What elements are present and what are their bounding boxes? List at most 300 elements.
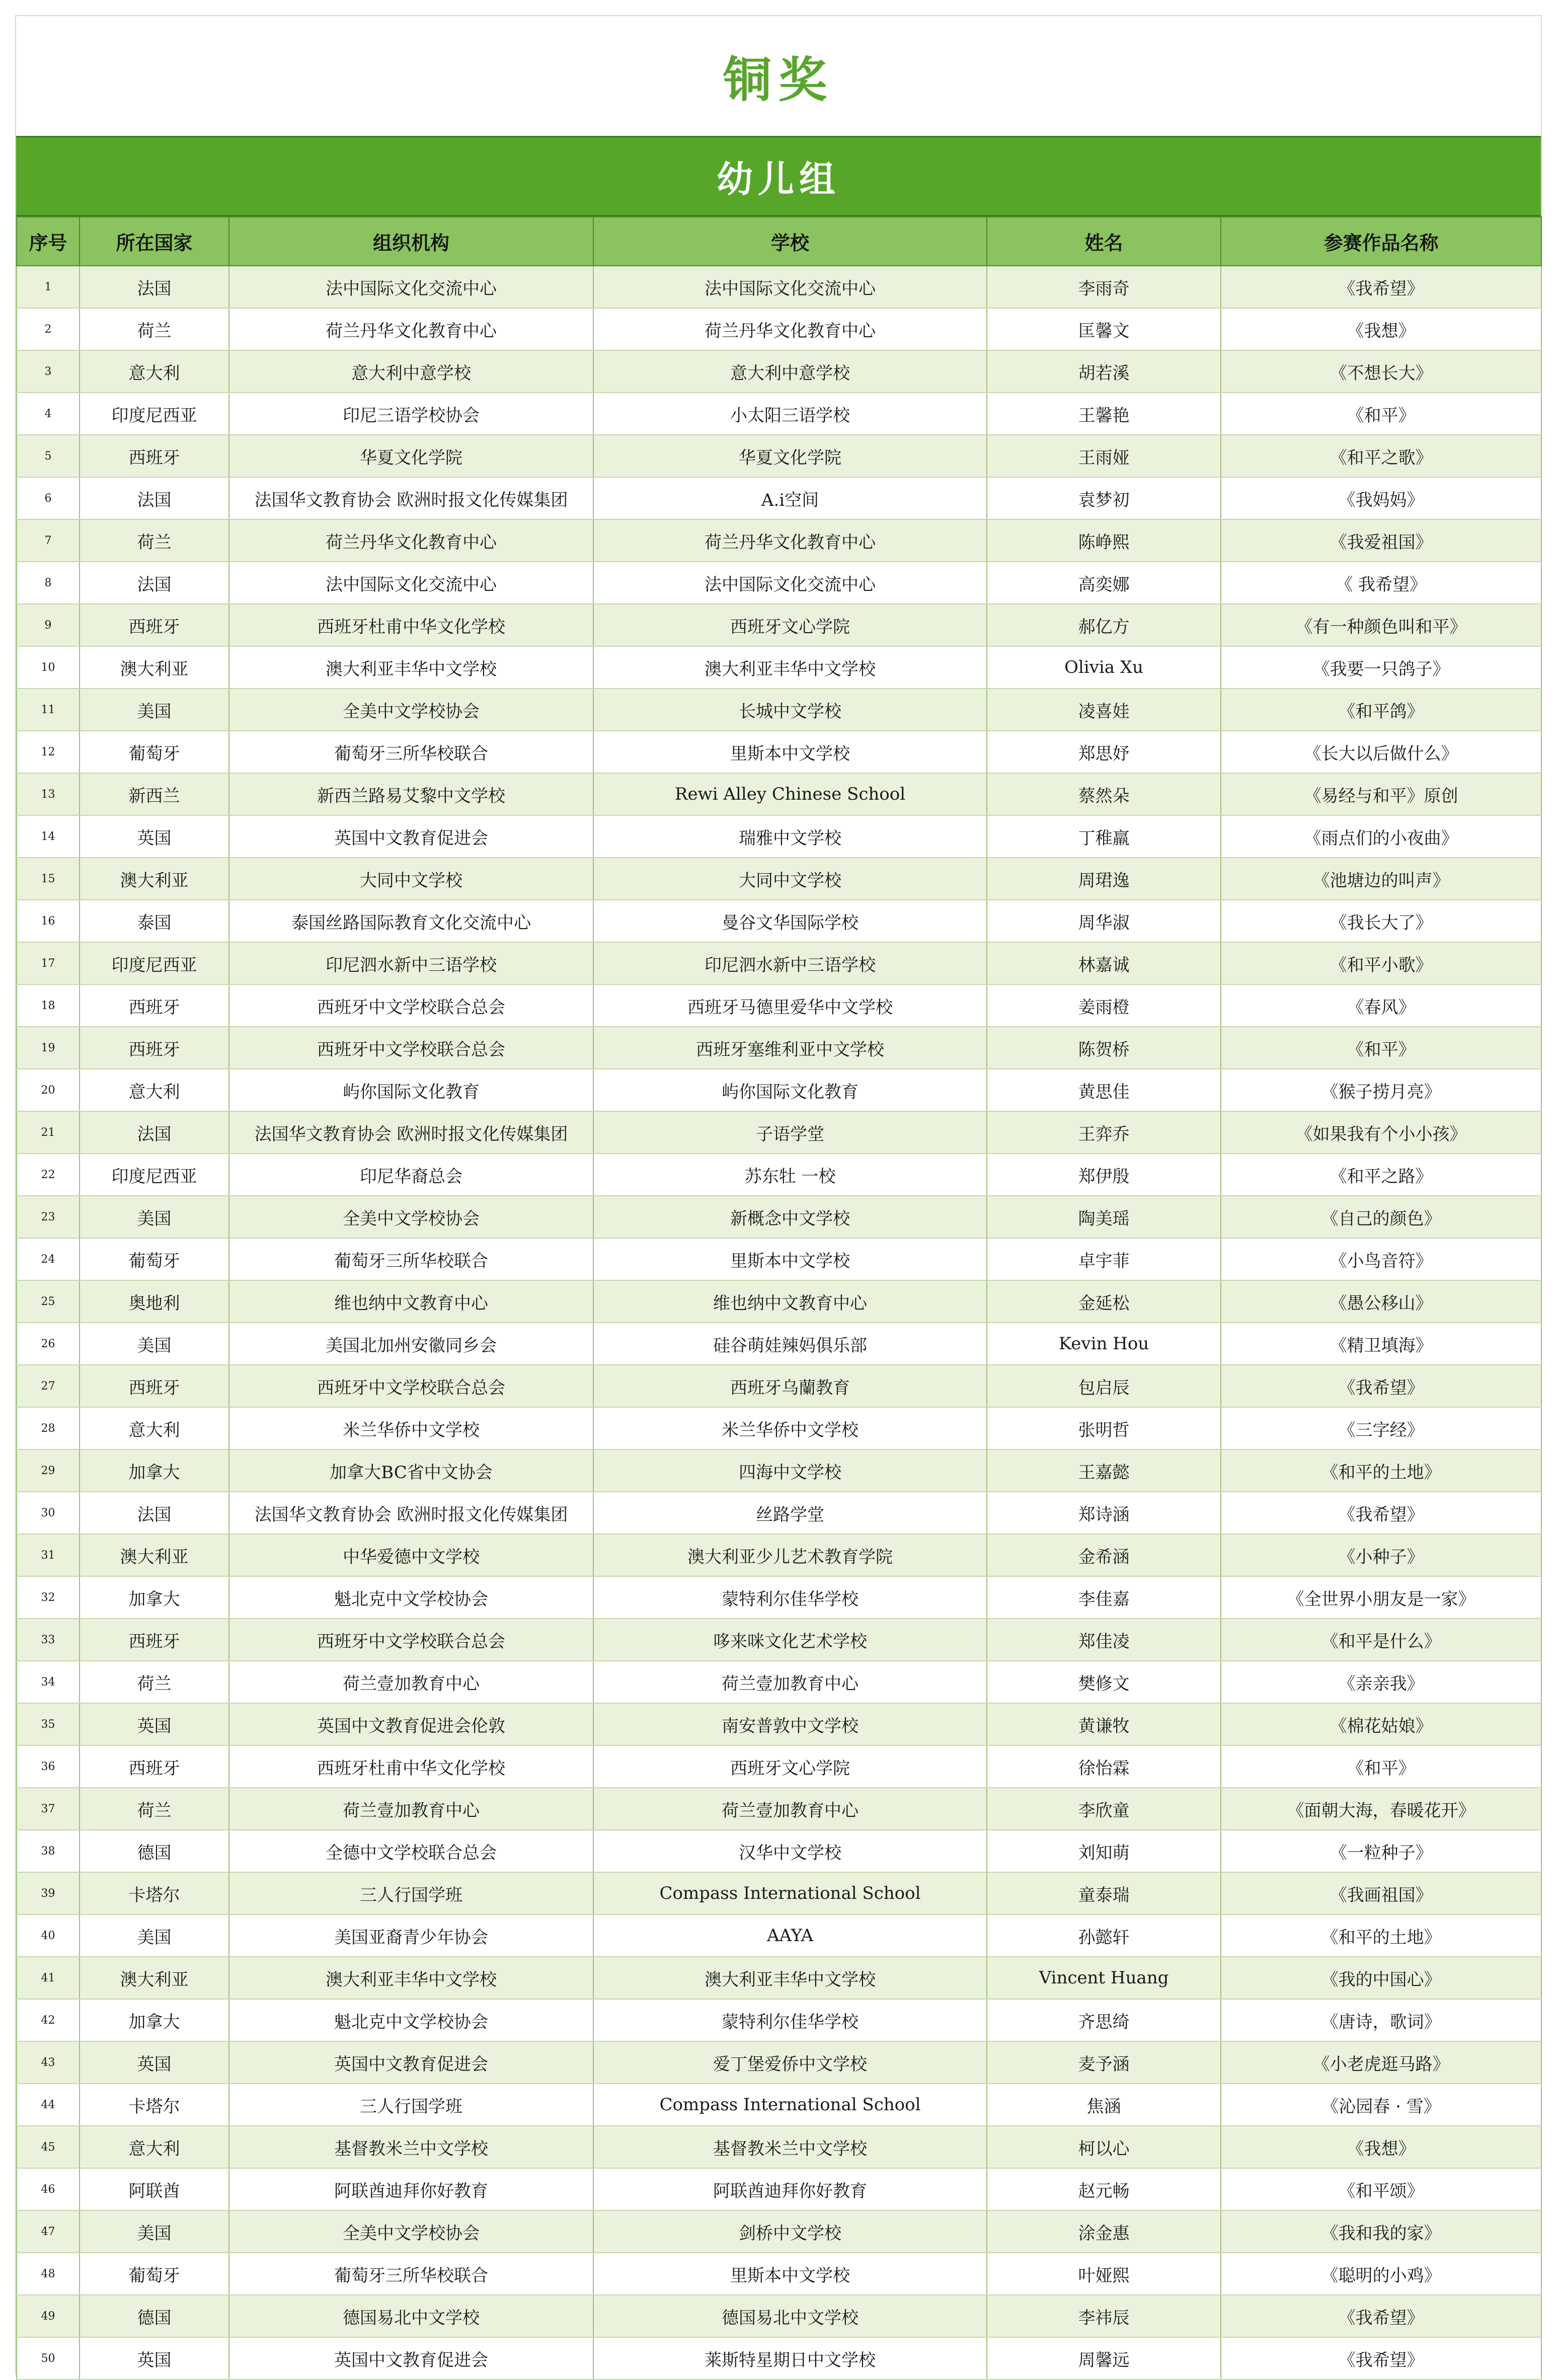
cell-country: 葡萄牙 (80, 1238, 229, 1280)
table-row (17, 773, 1541, 815)
cell-name: Kevin Hou (987, 1323, 1221, 1365)
cell-index: 21 (17, 1111, 80, 1154)
cell-work-title: 《长大以后做什么》 (1221, 731, 1541, 773)
cell-country: 意大利 (80, 2126, 229, 2168)
cell-organization: 葡萄牙三所华校联合 (229, 1238, 593, 1280)
table-row (17, 2168, 1541, 2210)
cell-index: 27 (17, 1365, 80, 1407)
table-row (17, 519, 1541, 562)
cell-name: 涂金惠 (987, 2210, 1221, 2253)
cell-organization: 印尼三语学校协会 (229, 393, 593, 435)
cell-name: 李欣童 (987, 1788, 1221, 1830)
cell-name: 王弈乔 (987, 1111, 1221, 1154)
cell-index: 13 (17, 773, 80, 815)
cell-index: 25 (17, 1280, 80, 1323)
cell-index: 49 (17, 2295, 80, 2337)
cell-organization: 美国北加州安徽同乡会 (229, 1323, 593, 1365)
cell-work-title: 《小种子》 (1221, 1534, 1541, 1576)
table-row (17, 731, 1541, 773)
cell-name: 郑诗涵 (987, 1492, 1221, 1534)
award-sheet (15, 15, 1542, 2375)
cell-school: 南安普敦中文学校 (593, 1703, 987, 1745)
page-title: 铜奖 (723, 51, 834, 108)
cell-organization: 全德中文学校联合总会 (229, 1830, 593, 1872)
cell-school: 西班牙文心学院 (593, 1745, 987, 1788)
cell-name: Vincent Huang (987, 1957, 1221, 1999)
cell-school: 澳大利亚少儿艺术教育学院 (593, 1534, 987, 1576)
cell-work-title: 《和平》 (1221, 393, 1541, 435)
cell-index: 23 (17, 1196, 80, 1238)
cell-organization: 西班牙中文学校联合总会 (229, 1619, 593, 1661)
cell-name: 金延松 (987, 1280, 1221, 1323)
table-row (17, 646, 1541, 688)
cell-work-title: 《我想》 (1221, 2126, 1541, 2168)
cell-school: AAYA (593, 1914, 987, 1957)
cell-work-title: 《和平鸽》 (1221, 688, 1541, 731)
cell-work-title: 《有一种颜色叫和平》 (1221, 604, 1541, 646)
cell-name: 李祎辰 (987, 2295, 1221, 2337)
cell-school: Compass International School (593, 1872, 987, 1914)
cell-country: 法国 (80, 266, 229, 308)
cell-school: 蒙特利尔佳华学校 (593, 1576, 987, 1619)
cell-name: 叶娅熙 (987, 2253, 1221, 2295)
cell-name: 王馨艳 (987, 393, 1221, 435)
table-row (17, 1619, 1541, 1661)
cell-country: 加拿大 (80, 1449, 229, 1492)
cell-organization: 西班牙中文学校联合总会 (229, 1027, 593, 1069)
cell-index: 36 (17, 1745, 80, 1788)
cell-index: 34 (17, 1661, 80, 1703)
cell-school: 屿你国际文化教育 (593, 1069, 987, 1111)
cell-index: 12 (17, 731, 80, 773)
cell-work-title: 《和平》 (1221, 1027, 1541, 1069)
cell-work-title: 《我和我的家》 (1221, 2210, 1541, 2253)
table-row (17, 1111, 1541, 1154)
cell-work-title: 《和平颂》 (1221, 2168, 1541, 2210)
cell-organization: 西班牙中文学校联合总会 (229, 984, 593, 1027)
cell-organization: 新西兰路易艾黎中文学校 (229, 773, 593, 815)
table-row (17, 350, 1541, 393)
cell-work-title: 《沁园春 · 雪》 (1221, 2084, 1541, 2126)
cell-work-title: 《我画祖国》 (1221, 1872, 1541, 1914)
column-header-index: 序号 (17, 217, 80, 266)
cell-school: 里斯本中文学校 (593, 731, 987, 773)
column-header-country: 所在国家 (80, 217, 229, 266)
cell-country: 意大利 (80, 1069, 229, 1111)
cell-index: 47 (17, 2210, 80, 2253)
cell-school: 华夏文化学院 (593, 435, 987, 477)
column-header-organization: 组织机构 (229, 217, 593, 266)
cell-index: 39 (17, 1872, 80, 1914)
cell-school: 荷兰丹华文化教育中心 (593, 519, 987, 562)
cell-work-title: 《我希望》 (1221, 1365, 1541, 1407)
cell-school: 基督教米兰中文学校 (593, 2126, 987, 2168)
cell-name: 陶美瑶 (987, 1196, 1221, 1238)
cell-index: 46 (17, 2168, 80, 2210)
table-row (17, 1534, 1541, 1576)
cell-organization: 中华爱德中文学校 (229, 1534, 593, 1576)
table-row (17, 1745, 1541, 1788)
table-row (17, 1999, 1541, 2041)
cell-country: 卡塔尔 (80, 2084, 229, 2126)
cell-work-title: 《池塘边的叫声》 (1221, 858, 1541, 900)
cell-school: 硅谷萌娃辣妈俱乐部 (593, 1323, 987, 1365)
cell-country: 卡塔尔 (80, 1872, 229, 1914)
cell-index: 32 (17, 1576, 80, 1619)
cell-index: 18 (17, 984, 80, 1027)
cell-name: 柯以心 (987, 2126, 1221, 2168)
cell-work-title: 《和平是什么》 (1221, 1619, 1541, 1661)
table-row (17, 1407, 1541, 1449)
table-row (17, 308, 1541, 350)
cell-school: 小太阳三语学校 (593, 393, 987, 435)
cell-name: Olivia Xu (987, 646, 1221, 688)
table-row (17, 2295, 1541, 2337)
cell-organization: 印尼华裔总会 (229, 1154, 593, 1196)
cell-country: 奥地利 (80, 1280, 229, 1323)
table-row (17, 604, 1541, 646)
cell-name: 丁稚羸 (987, 815, 1221, 858)
table-row (17, 2041, 1541, 2084)
cell-work-title: 《和平》 (1221, 1745, 1541, 1788)
cell-name: 张明哲 (987, 1407, 1221, 1449)
cell-name: 蔡然朵 (987, 773, 1221, 815)
cell-organization: 全美中文学校协会 (229, 688, 593, 731)
cell-index: 10 (17, 646, 80, 688)
table-row (17, 1788, 1541, 1830)
cell-school: 印尼泗水新中三语学校 (593, 942, 987, 984)
cell-work-title: 《亲亲我》 (1221, 1661, 1541, 1703)
table-row (17, 858, 1541, 900)
cell-school: 荷兰壹加教育中心 (593, 1788, 987, 1830)
cell-organization: 魁北克中文学校协会 (229, 1576, 593, 1619)
cell-organization: 荷兰丹华文化教育中心 (229, 519, 593, 562)
cell-work-title: 《小鸟音符》 (1221, 1238, 1541, 1280)
cell-work-title: 《我妈妈》 (1221, 477, 1541, 519)
cell-country: 阿联酋 (80, 2168, 229, 2210)
cell-school: 西班牙乌蘭教育 (593, 1365, 987, 1407)
cell-organization: 魁北克中文学校协会 (229, 1999, 593, 2041)
cell-school: 莱斯特星期日中文学校 (593, 2337, 987, 2379)
table-row (17, 942, 1541, 984)
cell-organization: 维也纳中文教育中心 (229, 1280, 593, 1323)
cell-work-title: 《和平之歌》 (1221, 435, 1541, 477)
cell-organization: 三人行国学班 (229, 1872, 593, 1914)
cell-name: 凌喜娃 (987, 688, 1221, 731)
cell-school: 大同中文学校 (593, 858, 987, 900)
cell-school: 哆来咪文化艺术学校 (593, 1619, 987, 1661)
cell-country: 澳大利亚 (80, 858, 229, 900)
cell-work-title: 《我想》 (1221, 308, 1541, 350)
cell-index: 26 (17, 1323, 80, 1365)
cell-school: 爱丁堡爱侨中文学校 (593, 2041, 987, 2084)
cell-country: 法国 (80, 477, 229, 519)
cell-index: 2 (17, 308, 80, 350)
cell-school: 德国易北中文学校 (593, 2295, 987, 2337)
cell-school: Rewi Alley Chinese School (593, 773, 987, 815)
cell-school: 意大利中意学校 (593, 350, 987, 393)
cell-organization: 西班牙杜甫中华文化学校 (229, 604, 593, 646)
cell-organization: 英国中文教育促进会 (229, 815, 593, 858)
cell-name: 王嘉懿 (987, 1449, 1221, 1492)
cell-organization: 英国中文教育促进会 (229, 2337, 593, 2379)
table-row (17, 984, 1541, 1027)
cell-country: 西班牙 (80, 1365, 229, 1407)
table-row (17, 266, 1541, 308)
cell-name: 王雨娅 (987, 435, 1221, 477)
cell-school: 丝路学堂 (593, 1492, 987, 1534)
award-table (16, 216, 1542, 2380)
cell-country: 英国 (80, 2337, 229, 2379)
cell-index: 8 (17, 562, 80, 604)
cell-country: 英国 (80, 2041, 229, 2084)
cell-name: 童泰瑞 (987, 1872, 1221, 1914)
cell-country: 意大利 (80, 350, 229, 393)
cell-work-title: 《全世界小朋友是一家》 (1221, 1576, 1541, 1619)
cell-school: 澳大利亚丰华中文学校 (593, 646, 987, 688)
cell-index: 15 (17, 858, 80, 900)
cell-organization: 泰国丝路国际教育文化交流中心 (229, 900, 593, 942)
cell-organization: 加拿大BC省中文协会 (229, 1449, 593, 1492)
table-row (17, 1069, 1541, 1111)
cell-index: 48 (17, 2253, 80, 2295)
cell-work-title: 《猴子捞月亮》 (1221, 1069, 1541, 1111)
cell-school: 西班牙马德里爱华中文学校 (593, 984, 987, 1027)
cell-index: 14 (17, 815, 80, 858)
cell-index: 45 (17, 2126, 80, 2168)
cell-school: 澳大利亚丰华中文学校 (593, 1957, 987, 1999)
table-row (17, 1365, 1541, 1407)
cell-country: 荷兰 (80, 1788, 229, 1830)
table-header-row (17, 217, 1541, 266)
cell-work-title: 《精卫填海》 (1221, 1323, 1541, 1365)
cell-name: 卓宇菲 (987, 1238, 1221, 1280)
table-row (17, 435, 1541, 477)
cell-organization: 葡萄牙三所华校联合 (229, 2253, 593, 2295)
cell-organization: 荷兰丹华文化教育中心 (229, 308, 593, 350)
cell-organization: 大同中文学校 (229, 858, 593, 900)
cell-country: 加拿大 (80, 1999, 229, 2041)
cell-name: 郑佳凌 (987, 1619, 1221, 1661)
cell-work-title: 《小老虎逛马路》 (1221, 2041, 1541, 2084)
cell-organization: 葡萄牙三所华校联合 (229, 731, 593, 773)
table-row (17, 815, 1541, 858)
cell-name: 周馨远 (987, 2337, 1221, 2379)
table-row (17, 2084, 1541, 2126)
table-row (17, 393, 1541, 435)
cell-organization: 法中国际文化交流中心 (229, 266, 593, 308)
cell-index: 6 (17, 477, 80, 519)
cell-name: 包启辰 (987, 1365, 1221, 1407)
cell-country: 澳大利亚 (80, 1534, 229, 1576)
cell-school: 蒙特利尔佳华学校 (593, 1999, 987, 2041)
table-row (17, 562, 1541, 604)
cell-work-title: 《 我希望》 (1221, 562, 1541, 604)
cell-name: 匡馨文 (987, 308, 1221, 350)
cell-work-title: 《我希望》 (1221, 266, 1541, 308)
cell-name: 姜雨橙 (987, 984, 1221, 1027)
cell-work-title: 《和平的土地》 (1221, 1914, 1541, 1957)
cell-index: 11 (17, 688, 80, 731)
cell-country: 西班牙 (80, 1027, 229, 1069)
cell-index: 5 (17, 435, 80, 477)
cell-index: 1 (17, 266, 80, 308)
cell-country: 荷兰 (80, 1661, 229, 1703)
cell-work-title: 《易经与和平》原创 (1221, 773, 1541, 815)
cell-country: 法国 (80, 1111, 229, 1154)
cell-work-title: 《如果我有个小小孩》 (1221, 1111, 1541, 1154)
cell-index: 35 (17, 1703, 80, 1745)
cell-work-title: 《春风》 (1221, 984, 1541, 1027)
cell-organization: 美国亚裔青少年协会 (229, 1914, 593, 1957)
cell-school: 法中国际文化交流中心 (593, 266, 987, 308)
cell-index: 31 (17, 1534, 80, 1576)
cell-work-title: 《雨点们的小夜曲》 (1221, 815, 1541, 858)
cell-name: 齐思绮 (987, 1999, 1221, 2041)
cell-organization: 法中国际文化交流中心 (229, 562, 593, 604)
cell-country: 美国 (80, 1323, 229, 1365)
cell-organization: 三人行国学班 (229, 2084, 593, 2126)
cell-index: 20 (17, 1069, 80, 1111)
cell-work-title: 《棉花姑娘》 (1221, 1703, 1541, 1745)
cell-country: 新西兰 (80, 773, 229, 815)
cell-school: 长城中文学校 (593, 688, 987, 731)
cell-name: 金希涵 (987, 1534, 1221, 1576)
cell-country: 英国 (80, 1703, 229, 1745)
cell-country: 美国 (80, 2210, 229, 2253)
cell-work-title: 《聪明的小鸡》 (1221, 2253, 1541, 2295)
cell-name: 刘知萌 (987, 1830, 1221, 1872)
cell-school: 苏东牡 一校 (593, 1154, 987, 1196)
cell-country: 法国 (80, 562, 229, 604)
cell-index: 37 (17, 1788, 80, 1830)
table-row (17, 1957, 1541, 1999)
cell-school: 西班牙文心学院 (593, 604, 987, 646)
cell-name: 麦予涵 (987, 2041, 1221, 2084)
cell-organization: 印尼泗水新中三语学校 (229, 942, 593, 984)
cell-country: 西班牙 (80, 1619, 229, 1661)
cell-school: 维也纳中文教育中心 (593, 1280, 987, 1323)
cell-name: 李雨奇 (987, 266, 1221, 308)
cell-work-title: 《和平的土地》 (1221, 1449, 1541, 1492)
cell-name: 黄谦牧 (987, 1703, 1221, 1745)
cell-work-title: 《我爱祖国》 (1221, 519, 1541, 562)
cell-organization: 意大利中意学校 (229, 350, 593, 393)
cell-school: 四海中文学校 (593, 1449, 987, 1492)
cell-country: 泰国 (80, 900, 229, 942)
table-row (17, 1280, 1541, 1323)
cell-organization: 全美中文学校协会 (229, 2210, 593, 2253)
cell-country: 美国 (80, 1196, 229, 1238)
cell-name: 樊修文 (987, 1661, 1221, 1703)
cell-name: 周珺逸 (987, 858, 1221, 900)
cell-organization: 米兰华侨中文学校 (229, 1407, 593, 1449)
cell-country: 意大利 (80, 1407, 229, 1449)
column-header-school: 学校 (593, 217, 987, 266)
cell-country: 美国 (80, 688, 229, 731)
cell-work-title: 《和平小歌》 (1221, 942, 1541, 984)
cell-index: 4 (17, 393, 80, 435)
cell-school: 新概念中文学校 (593, 1196, 987, 1238)
cell-name: 黄思佳 (987, 1069, 1221, 1111)
cell-country: 德国 (80, 2295, 229, 2337)
cell-school: 里斯本中文学校 (593, 2253, 987, 2295)
cell-school: 剑桥中文学校 (593, 2210, 987, 2253)
cell-index: 40 (17, 1914, 80, 1957)
cell-country: 印度尼西亚 (80, 1154, 229, 1196)
cell-country: 澳大利亚 (80, 1957, 229, 1999)
table-row (17, 2126, 1541, 2168)
table-row (17, 1323, 1541, 1365)
cell-work-title: 《愚公移山》 (1221, 1280, 1541, 1323)
cell-index: 29 (17, 1449, 80, 1492)
cell-school: 阿联酋迪拜你好教育 (593, 2168, 987, 2210)
cell-name: 陈贺桥 (987, 1027, 1221, 1069)
cell-organization: 西班牙杜甫中华文化学校 (229, 1745, 593, 1788)
cell-country: 西班牙 (80, 604, 229, 646)
column-header-name: 姓名 (987, 217, 1221, 266)
cell-index: 33 (17, 1619, 80, 1661)
column-header-work-title: 参赛作品名称 (1221, 217, 1541, 266)
cell-index: 16 (17, 900, 80, 942)
cell-organization: 阿联酋迪拜你好教育 (229, 2168, 593, 2210)
cell-name: 郑伊殷 (987, 1154, 1221, 1196)
cell-name: 胡若溪 (987, 350, 1221, 393)
cell-organization: 英国中文教育促进会 (229, 2041, 593, 2084)
cell-name: 孙懿轩 (987, 1914, 1221, 1957)
cell-school: 汉华中文学校 (593, 1830, 987, 1872)
table-row (17, 688, 1541, 731)
cell-index: 44 (17, 2084, 80, 2126)
cell-school: 曼谷文华国际学校 (593, 900, 987, 942)
table-row (17, 1154, 1541, 1196)
cell-school: 米兰华侨中文学校 (593, 1407, 987, 1449)
cell-school: 瑞雅中文学校 (593, 815, 987, 858)
table-row (17, 1449, 1541, 1492)
cell-name: 高奕娜 (987, 562, 1221, 604)
cell-organization: 法国华文教育协会 欧洲时报文化传媒集团 (229, 1111, 593, 1154)
cell-name: 赵元畅 (987, 2168, 1221, 2210)
cell-country: 西班牙 (80, 1745, 229, 1788)
cell-organization: 全美中文学校协会 (229, 1196, 593, 1238)
cell-work-title: 《唐诗，歌词》 (1221, 1999, 1541, 2041)
cell-country: 荷兰 (80, 519, 229, 562)
cell-organization: 澳大利亚丰华中文学校 (229, 646, 593, 688)
cell-organization: 基督教米兰中文学校 (229, 2126, 593, 2168)
cell-organization: 澳大利亚丰华中文学校 (229, 1957, 593, 1999)
cell-name: 袁梦初 (987, 477, 1221, 519)
cell-index: 22 (17, 1154, 80, 1196)
cell-name: 陈峥熙 (987, 519, 1221, 562)
cell-organization: 荷兰壹加教育中心 (229, 1661, 593, 1703)
cell-index: 43 (17, 2041, 80, 2084)
cell-index: 30 (17, 1492, 80, 1534)
cell-name: 徐怡霖 (987, 1745, 1221, 1788)
table-row (17, 1703, 1541, 1745)
table-row (17, 1576, 1541, 1619)
table-row (17, 2337, 1541, 2379)
cell-index: 24 (17, 1238, 80, 1280)
cell-work-title: 《我要一只鸽子》 (1221, 646, 1541, 688)
table-row (17, 900, 1541, 942)
table-body (17, 266, 1541, 2379)
cell-work-title: 《一粒种子》 (1221, 1830, 1541, 1872)
cell-school: A.i空间 (593, 477, 987, 519)
cell-work-title: 《我希望》 (1221, 1492, 1541, 1534)
cell-school: 里斯本中文学校 (593, 1238, 987, 1280)
cell-organization: 英国中文教育促进会伦敦 (229, 1703, 593, 1745)
cell-school: 法中国际文化交流中心 (593, 562, 987, 604)
